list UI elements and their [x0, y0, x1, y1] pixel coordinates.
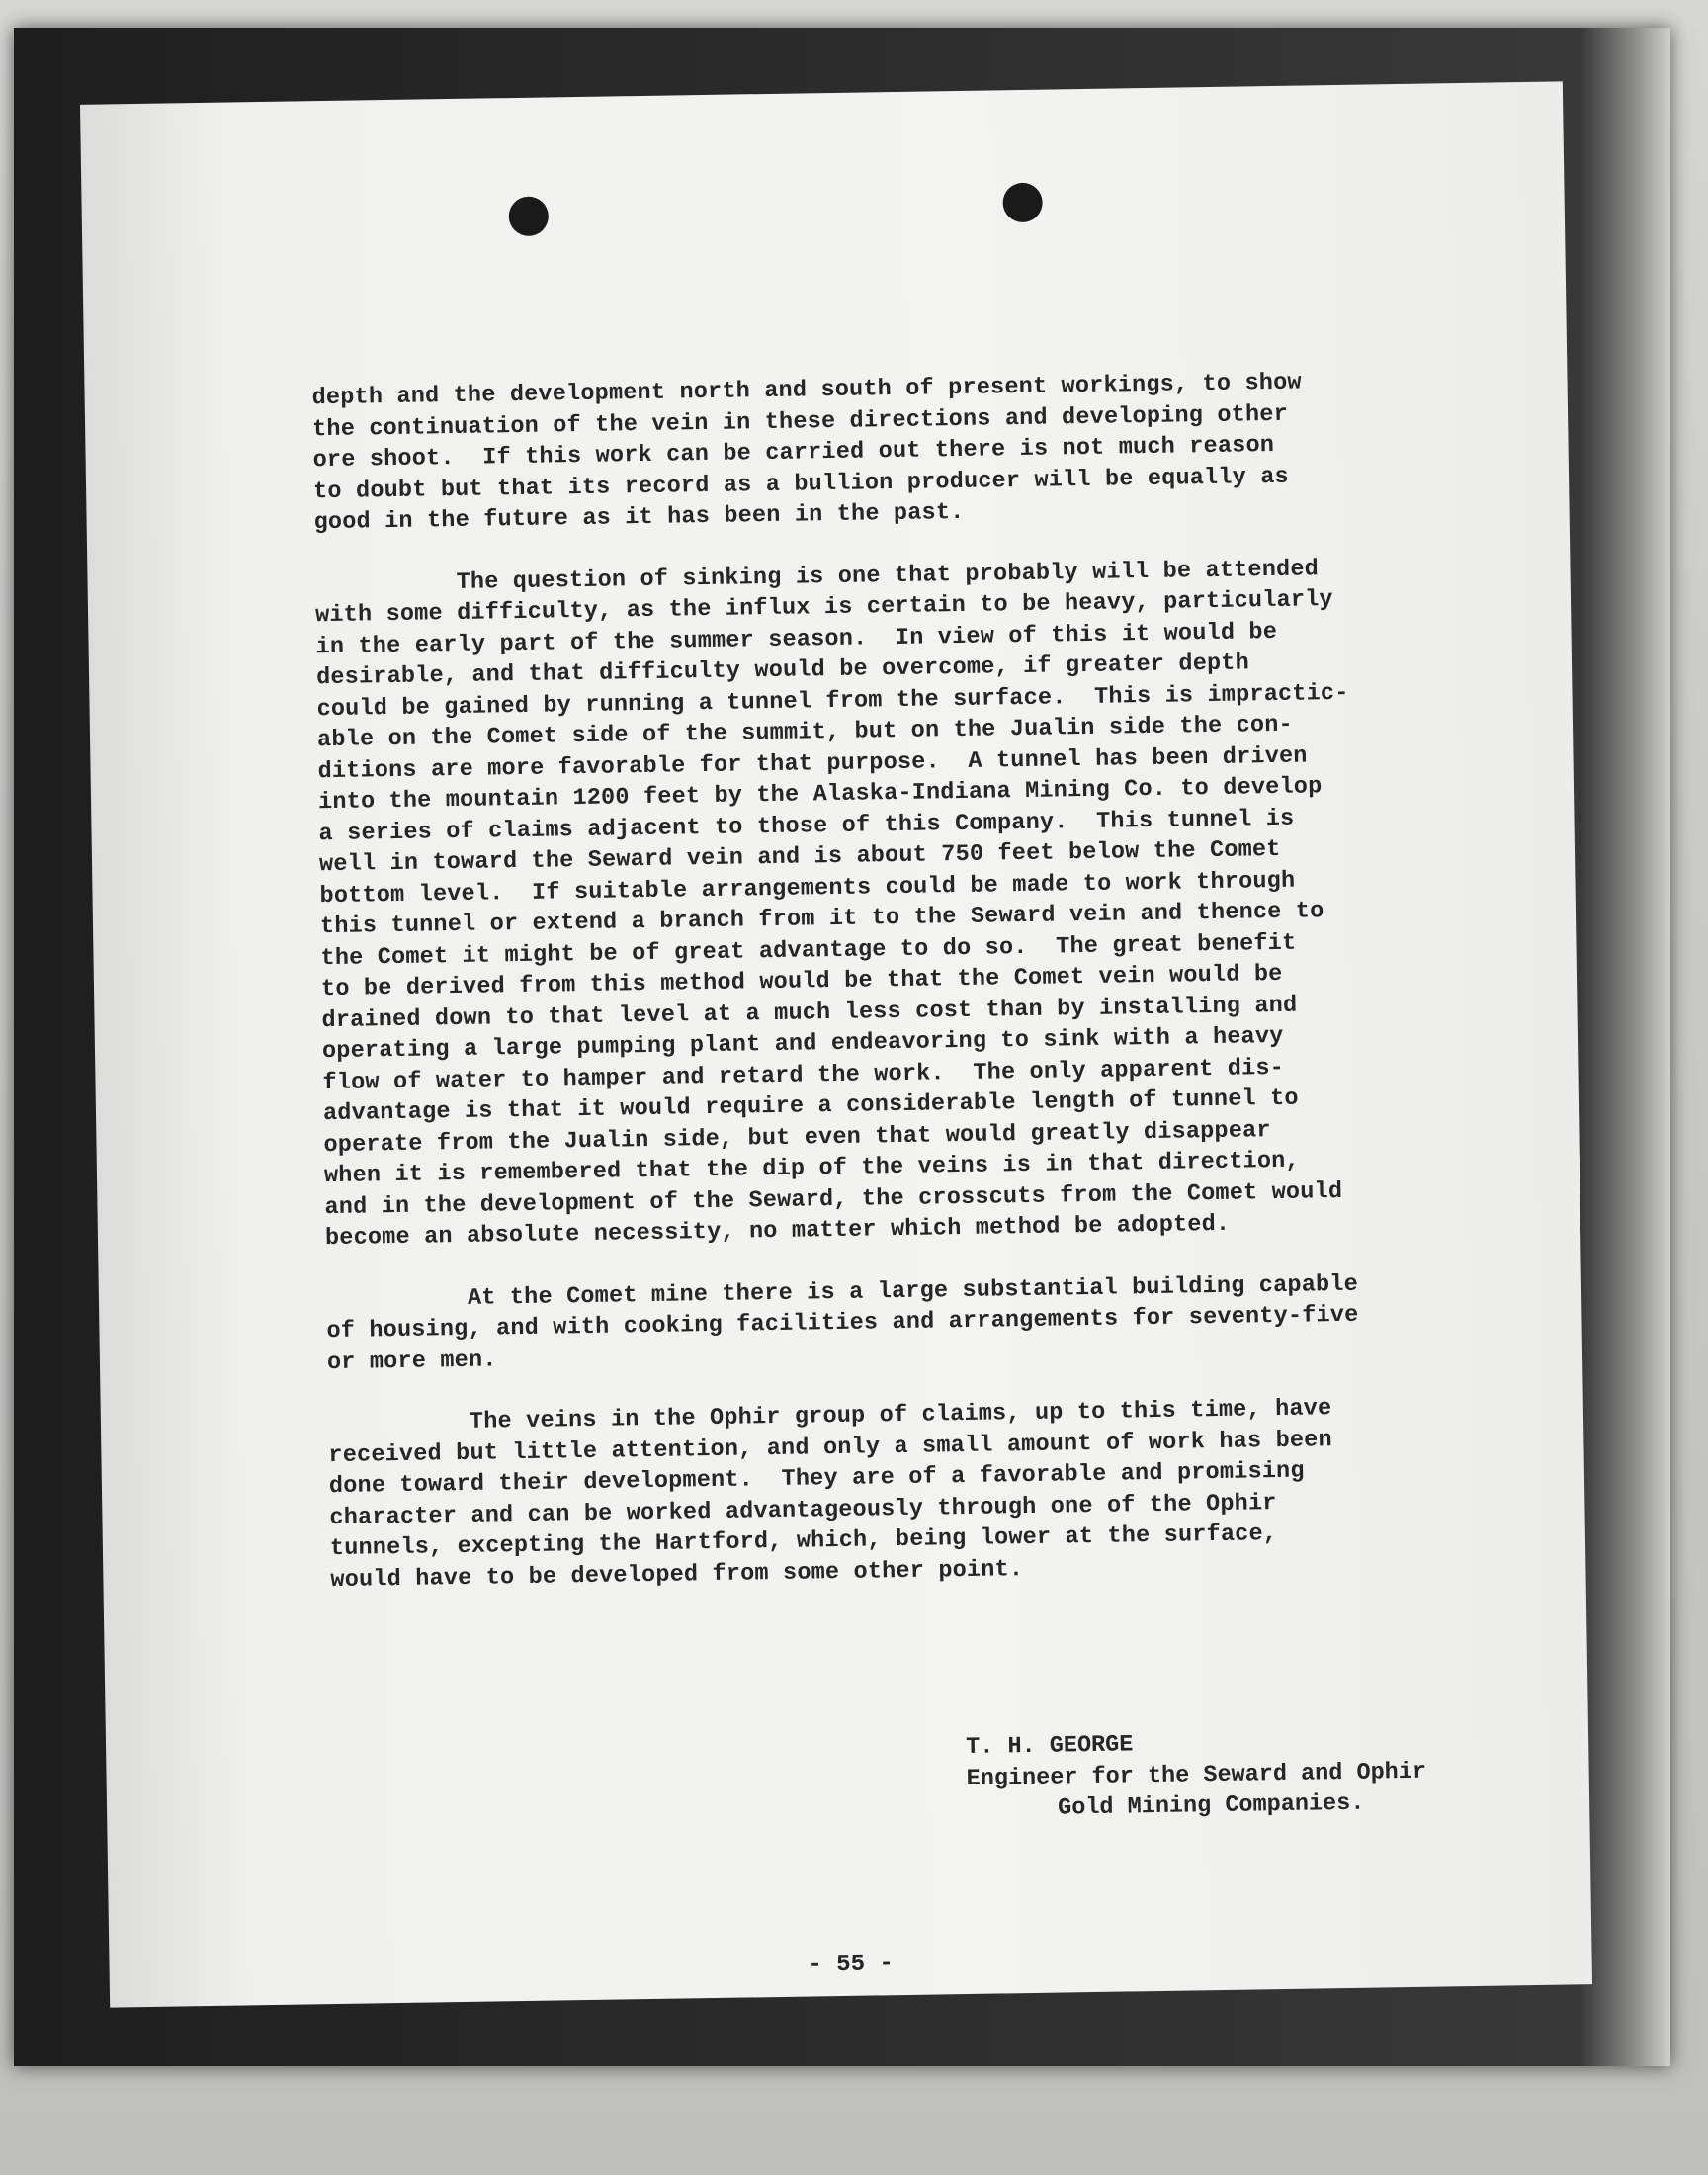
text-line: ditions are more favorable for that purpose. A tunnel has been driven	[317, 741, 1308, 785]
text-line: flow of water to hamper and retard the work. The only apparent dis-	[322, 1054, 1285, 1096]
text-line: to doubt but that its record as a bullion producer will be equally as	[312, 463, 1290, 505]
text-line: tunnels, excepting the Hartford, which, being lower at the surface,	[329, 1521, 1278, 1563]
text-line: good in the future as it has been in the past.	[313, 498, 965, 537]
text-line: bottom level. If suitable arrangements could be made to work through	[319, 867, 1296, 910]
text-line: this tunnel or extend a branch from it to the Seward vein and thence to	[319, 898, 1324, 941]
paragraph-1	[311, 366, 1381, 538]
signature-title-line-2: Gold Mining Companies.	[1057, 1789, 1365, 1822]
text-line: with some difficulty, as the influx is certain to be heavy, particularly	[314, 586, 1333, 630]
text-line: when it is remembered that the dip of the veins is in that direction,	[323, 1147, 1300, 1190]
page-number: - 55 -	[808, 1951, 895, 1979]
punch-hole-left	[508, 196, 549, 236]
text-line: ore shoot. If this work can be carried out there is not much reason	[312, 431, 1275, 475]
signature-block	[966, 1725, 1427, 1826]
paragraph-3	[326, 1268, 1395, 1378]
paragraph-2	[314, 553, 1393, 1255]
text-line: the continuation of the vein in these directions and developing other	[311, 400, 1289, 443]
text-line: of housing, and with cooking facilities and arrangements for seventy-five	[326, 1301, 1359, 1346]
text-line: into the mountain 1200 feet by the Alaska-Indiana Mining Co. to develop	[317, 773, 1323, 817]
text-line: become an absolute necessity, no matter which method be adopted.	[324, 1210, 1231, 1253]
document-page	[80, 81, 1592, 2007]
text-line: in the early part of the summer season. In view of this it would be	[315, 618, 1278, 660]
text-line: could be gained by running a tunnel from the surface. This is impractic-	[316, 679, 1349, 723]
text-line: desirable, and that difficulty would be overcome, if greater depth	[315, 650, 1250, 692]
text-line: the Comet it might be of great advantage to do so. The great benefit	[320, 929, 1297, 972]
signature-title-line-1: Engineer for the Seward and Ophir	[966, 1758, 1427, 1792]
text-line: well in toward the Seward vein and is about 750 feet below the Comet	[318, 835, 1281, 879]
text-line: able on the Comet side of the summit, but on the Jualin side the con-	[316, 711, 1294, 754]
text-line: and in the development of the Seward, the crosscuts from the Comet would	[324, 1177, 1343, 1221]
text-line: to be derived from this method would be that the Comet vein would be	[320, 960, 1283, 1003]
text-line: character and can be worked advantageously through one of the Ophir	[329, 1489, 1277, 1531]
text-line: a series of claims adjacent to those of this Company. This tunnel is	[318, 805, 1295, 847]
text-line: depth and the development north and south of present workings, to show	[311, 369, 1302, 412]
text-line: done toward their development. They are of a favorable and promising	[328, 1457, 1305, 1501]
microfilm-frame-edge	[1581, 28, 1670, 2066]
text-line: drained down to that level at a much less cost than by installing and	[321, 992, 1298, 1034]
text-line: would have to be developed from some other point.	[330, 1555, 1024, 1594]
text-line: The veins in the Ophir group of claims, up to this time, have	[327, 1395, 1332, 1438]
paragraph-4	[328, 1392, 1399, 1596]
text-line: advantage is that it would require a considerable length of tunnel to	[322, 1085, 1299, 1128]
signature-name: T. H. GEORGE	[965, 1731, 1134, 1762]
document-body	[311, 366, 1398, 1596]
text-line: received but little attention, and only a small amount of work has been	[328, 1426, 1333, 1469]
text-line: or more men.	[326, 1346, 497, 1376]
text-line: At the Comet mine there is a large substantial building capable	[325, 1270, 1359, 1314]
punch-hole-right	[1002, 183, 1043, 223]
text-line: operate from the Jualin side, but even that would greatly disappear	[323, 1116, 1271, 1159]
text-line: The question of sinking is one that probably will be attended	[314, 555, 1320, 598]
text-line: operating a large pumping plant and endeavoring to sink with a heavy	[321, 1022, 1284, 1066]
